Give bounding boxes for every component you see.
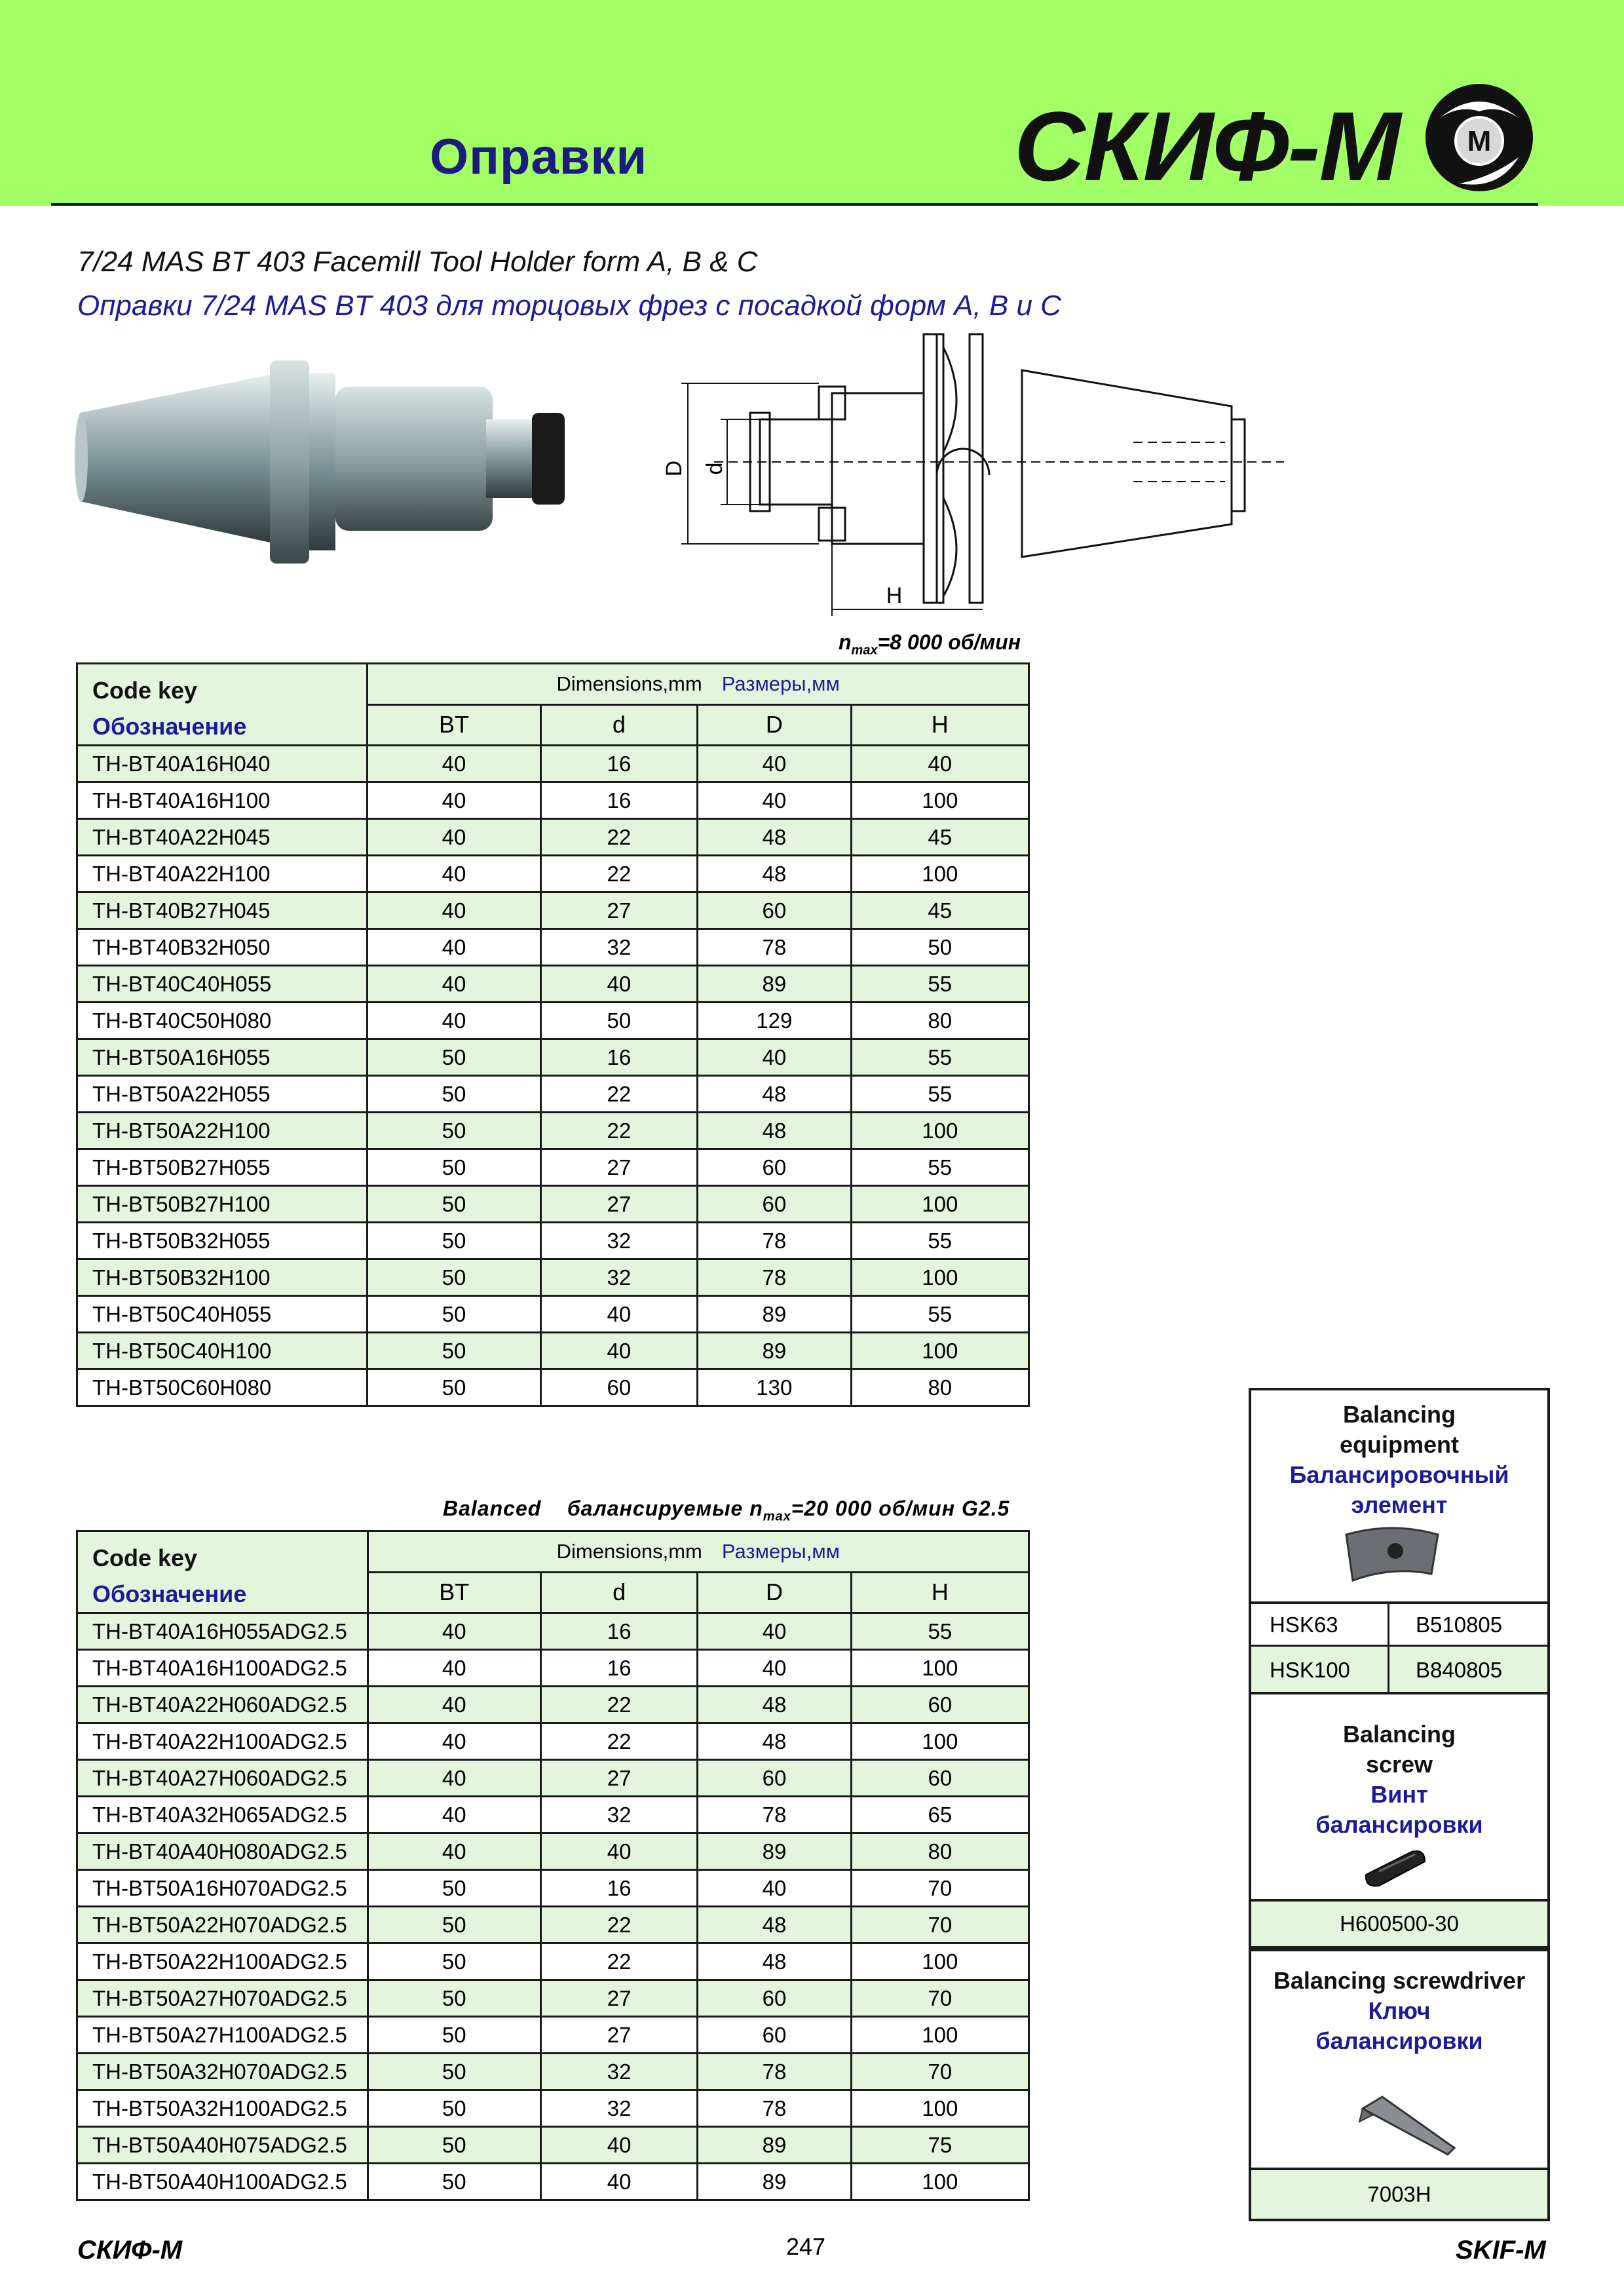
code-cell: TH-BT40B27H045 <box>77 892 368 929</box>
screw-code: H600500-30 <box>1251 1899 1547 1946</box>
d-small-cell: 27 <box>540 1149 697 1186</box>
code-cell: TH-BT50A16H055 <box>77 1039 368 1076</box>
code-cell: TH-BT50B32H100 <box>77 1259 368 1296</box>
logo-text: СКИФ-М <box>1014 91 1400 201</box>
h-cell: 55 <box>851 1223 1029 1259</box>
h-cell: 100 <box>851 856 1029 892</box>
code-cell: TH-BT40A22H060ADG2.5 <box>77 1687 368 1723</box>
d-large-cell: 130 <box>698 1369 852 1406</box>
d-small-cell: 32 <box>540 2054 697 2090</box>
bt-cell: 50 <box>368 1870 540 1907</box>
table-row <box>77 1369 1029 1406</box>
code-cell: TH-BT50A32H100ADG2.5 <box>77 2090 368 2127</box>
column-header-bt: BT <box>368 704 540 746</box>
subtitle-ru: Оправки 7/24 MAS BT 403 для торцовых фрез с посадкой форм A, B и C <box>77 290 1061 322</box>
table-row <box>77 1650 1029 1687</box>
table-row <box>77 782 1029 819</box>
page-title: Оправки <box>430 129 648 185</box>
h-cell: 55 <box>851 966 1029 1003</box>
table-row <box>77 1113 1029 1149</box>
balancing-screw-panel <box>1249 1692 1550 1949</box>
dimension-label-D: D <box>662 460 687 477</box>
h-cell: 55 <box>851 1613 1029 1650</box>
table-row <box>77 2127 1029 2164</box>
h-cell: 100 <box>851 1186 1029 1223</box>
code-cell: TH-BT50A32H070ADG2.5 <box>77 2054 368 2090</box>
code-cell: TH-BT40A16H100 <box>77 782 368 819</box>
d-small-cell: 16 <box>540 1039 697 1076</box>
code-cell: TH-BT50A27H070ADG2.5 <box>77 1980 368 2017</box>
technical-drawing <box>662 321 1304 622</box>
tool-holder-photo <box>73 347 578 570</box>
table-row <box>77 1076 1029 1113</box>
balancing-equipment-title: Balancing equipment Балансировочный элемент <box>1289 1401 1509 1518</box>
code-cell: TH-BT40A16H040 <box>77 746 368 782</box>
d-large-cell: 78 <box>698 929 852 966</box>
h-cell: 60 <box>851 1760 1029 1797</box>
h-cell: 70 <box>851 1980 1029 2017</box>
d-large-cell: 48 <box>698 1076 852 1113</box>
d-small-cell: 22 <box>540 1687 697 1723</box>
table-row <box>77 1223 1029 1259</box>
code-cell: TH-BT50C40H100 <box>77 1333 368 1369</box>
logo-emblem-icon <box>1420 79 1538 197</box>
table-row <box>77 1039 1029 1076</box>
bt-cell: 50 <box>368 1980 540 2017</box>
d-large-cell: 129 <box>698 1003 852 1039</box>
h-cell: 100 <box>851 2017 1029 2054</box>
d-small-cell: 16 <box>540 746 697 782</box>
column-header-d-large: D <box>698 1572 851 1613</box>
bt-cell: 40 <box>368 929 540 966</box>
code-cell: TH-BT50C60H080 <box>77 1369 368 1406</box>
d-large-cell: 78 <box>698 2054 851 2090</box>
table-row <box>77 2054 1029 2090</box>
d-small-cell: 16 <box>540 782 697 819</box>
footer-brand-en: SKIF-M <box>1456 2236 1546 2265</box>
d-small-cell: 40 <box>540 2164 697 2200</box>
code-cell: TH-BT40B32H050 <box>77 929 368 966</box>
set-screw-icon <box>1359 1845 1431 1891</box>
balancing-screwdriver-panel <box>1249 1949 1550 2221</box>
d-small-cell: 22 <box>540 1076 697 1113</box>
d-large-cell: 40 <box>698 1870 851 1907</box>
h-cell: 55 <box>851 1076 1029 1113</box>
table-row <box>77 1687 1029 1723</box>
bt-cell: 50 <box>368 2090 540 2127</box>
table-row <box>77 1259 1029 1296</box>
d-large-cell: 60 <box>698 892 852 929</box>
table-row <box>77 1760 1029 1797</box>
code-cell: TH-BT50A22H100 <box>77 1113 368 1149</box>
h-cell: 100 <box>851 1723 1029 1760</box>
d-large-cell: 40 <box>698 1613 851 1650</box>
d-small-cell: 27 <box>540 892 697 929</box>
code-cell: TH-BT40A22H100 <box>77 856 368 892</box>
table-row <box>77 929 1029 966</box>
h-cell: 55 <box>851 1149 1029 1186</box>
d-small-cell: 40 <box>540 2127 697 2164</box>
d-large-cell: 48 <box>698 1723 851 1760</box>
dimension-label-H: H <box>886 583 903 608</box>
screwdriver-code: 7003H <box>1251 2168 1547 2219</box>
code-cell: TH-BT40A27H060ADG2.5 <box>77 1760 368 1797</box>
table-row <box>77 856 1029 892</box>
code-cell: TH-BT50A40H075ADG2.5 <box>77 2127 368 2164</box>
table-row <box>77 2090 1029 2127</box>
code-cell: TH-BT50B27H055 <box>77 1149 368 1186</box>
d-large-cell: 48 <box>698 856 852 892</box>
header-divider <box>51 203 1538 206</box>
table-row <box>77 1723 1029 1760</box>
code-cell: TH-BT40A16H055ADG2.5 <box>77 1613 368 1650</box>
d-large-cell: 48 <box>698 819 852 856</box>
code-cell: TH-BT40A22H045 <box>77 819 368 856</box>
d-small-cell: 22 <box>540 1907 697 1943</box>
d-large-cell: 48 <box>698 1907 851 1943</box>
bt-cell: 40 <box>368 1650 540 1687</box>
bt-cell: 40 <box>368 1833 540 1870</box>
h-cell: 50 <box>851 929 1029 966</box>
bt-cell: 40 <box>368 1003 540 1039</box>
code-cell: TH-BT50A22H055 <box>77 1076 368 1113</box>
d-large-cell: 60 <box>698 1760 851 1797</box>
d-small-cell: 40 <box>540 1333 697 1369</box>
h-cell: 100 <box>851 1259 1029 1296</box>
d-large-cell: 89 <box>698 2127 851 2164</box>
bt-cell: 40 <box>368 1613 540 1650</box>
code-cell: TH-BT40A22H100ADG2.5 <box>77 1723 368 1760</box>
bt-cell: 40 <box>368 782 540 819</box>
d-small-cell: 22 <box>540 1723 697 1760</box>
h-cell: 100 <box>851 782 1029 819</box>
column-header-h: H <box>851 704 1029 746</box>
d-small-cell: 22 <box>540 819 697 856</box>
column-header-d-small: d <box>540 1572 697 1613</box>
d-large-cell: 78 <box>698 1797 851 1833</box>
bt-cell: 50 <box>368 1296 540 1333</box>
bt-cell: 40 <box>368 1723 540 1760</box>
dimensions-header: Dimensions,mm Размеры,мм <box>368 664 1029 705</box>
h-cell: 100 <box>851 1333 1029 1369</box>
d-small-cell: 60 <box>540 1369 697 1406</box>
h-cell: 100 <box>851 1113 1029 1149</box>
d-small-cell: 32 <box>540 1259 697 1296</box>
h-cell: 70 <box>851 1870 1029 1907</box>
bt-cell: 50 <box>368 1186 540 1223</box>
spec-table-balanced <box>76 1530 1030 2201</box>
balancing-screwdriver-title: Balancing screwdriver Ключ балансировки <box>1273 1967 1526 2054</box>
balancing-equipment-panel <box>1249 1388 1550 1653</box>
d-large-cell: 40 <box>698 746 852 782</box>
d-small-cell: 32 <box>540 1797 697 1833</box>
dimensions-header: Dimensions,mm Размеры,мм <box>368 1531 1029 1573</box>
d-small-cell: 40 <box>540 966 697 1003</box>
bt-cell: 50 <box>368 1259 540 1296</box>
d-small-cell: 32 <box>540 2090 697 2127</box>
table-row <box>77 1943 1029 1980</box>
column-header-h: H <box>851 1572 1029 1613</box>
bt-cell: 40 <box>368 1760 540 1797</box>
d-large-cell: 48 <box>698 1687 851 1723</box>
bt-cell: 50 <box>368 1223 540 1259</box>
balancing-screw-title: Balancing screw Винт балансировки <box>1315 1721 1483 1838</box>
h-cell: 75 <box>851 2127 1029 2164</box>
code-cell: TH-BT50A40H100ADG2.5 <box>77 2164 368 2200</box>
code-cell: TH-BT40A32H065ADG2.5 <box>77 1797 368 1833</box>
d-large-cell: 60 <box>698 1980 851 2017</box>
h-cell: 55 <box>851 1296 1029 1333</box>
d-small-cell: 22 <box>540 1113 697 1149</box>
d-small-cell: 50 <box>540 1003 697 1039</box>
spec-table-standard <box>76 662 1030 1407</box>
h-cell: 40 <box>851 746 1029 782</box>
bt-cell: 50 <box>368 1369 540 1406</box>
d-large-cell: 40 <box>698 782 852 819</box>
d-large-cell: 78 <box>698 2090 851 2127</box>
bt-cell: 50 <box>368 1113 540 1149</box>
table-row <box>77 1296 1029 1333</box>
bt-cell: 40 <box>368 746 540 782</box>
d-large-cell: 40 <box>698 1650 851 1687</box>
h-cell: 100 <box>851 2090 1029 2127</box>
code-key-header: Code key Обозначение <box>77 1531 368 1613</box>
bt-cell: 50 <box>368 2164 540 2200</box>
bt-cell: 50 <box>368 1149 540 1186</box>
bt-cell: 50 <box>368 2127 540 2164</box>
d-large-cell: 78 <box>698 1223 852 1259</box>
table-row <box>77 966 1029 1003</box>
bt-cell: 40 <box>368 856 540 892</box>
table-row <box>77 2164 1029 2200</box>
d-small-cell: 27 <box>540 1760 697 1797</box>
d-small-cell: 22 <box>540 856 697 892</box>
h-cell: 45 <box>851 892 1029 929</box>
footer-brand-ru: СКИФ-М <box>77 2236 183 2265</box>
code-cell: TH-BT40A16H100ADG2.5 <box>77 1650 368 1687</box>
table-row <box>77 1870 1029 1907</box>
equipment-row-hsk100: HSK100 B840805 <box>1249 1645 1550 1696</box>
column-header-d-large: D <box>698 704 852 746</box>
d-small-cell: 40 <box>540 1296 697 1333</box>
table-row <box>77 746 1029 782</box>
balanced-label: Balanced балансируемые $n_{max}=20$ 000 об/мин G2.5 <box>443 1497 1010 1524</box>
table-row <box>77 1333 1029 1369</box>
bt-cell: 50 <box>368 1907 540 1943</box>
bt-cell: 50 <box>368 2054 540 2090</box>
d-small-cell: 40 <box>540 1833 697 1870</box>
nmax-label: $n_{max}=8$ 000 об/мин <box>839 630 1021 658</box>
h-cell: 70 <box>851 2054 1029 2090</box>
h-cell: 80 <box>851 1833 1029 1870</box>
bt-cell: 50 <box>368 1076 540 1113</box>
bt-cell: 50 <box>368 2017 540 2054</box>
h-cell: 100 <box>851 2164 1029 2200</box>
d-small-cell: 22 <box>540 1943 697 1980</box>
table-row <box>77 1980 1029 2017</box>
d-small-cell: 32 <box>540 1223 697 1259</box>
code-cell: TH-BT40C40H055 <box>77 966 368 1003</box>
d-large-cell: 78 <box>698 1259 852 1296</box>
column-header-bt: BT <box>368 1572 540 1613</box>
code-cell: TH-BT40A40H080ADG2.5 <box>77 1833 368 1870</box>
d-large-cell: 48 <box>698 1943 851 1980</box>
table-row <box>77 1186 1029 1223</box>
d-large-cell: 60 <box>698 1149 852 1186</box>
d-small-cell: 27 <box>540 1980 697 2017</box>
d-large-cell: 89 <box>698 1296 852 1333</box>
h-cell: 100 <box>851 1650 1029 1687</box>
table-row <box>77 1797 1029 1833</box>
code-cell: TH-BT50B32H055 <box>77 1223 368 1259</box>
d-large-cell: 60 <box>698 2017 851 2054</box>
subtitle-en: 7/24 MAS BT 403 Facemill Tool Holder form A, B & C <box>77 246 758 278</box>
table-row <box>77 892 1029 929</box>
d-small-cell: 16 <box>540 1650 697 1687</box>
code-cell: TH-BT40C50H080 <box>77 1003 368 1039</box>
bt-cell: 50 <box>368 1333 540 1369</box>
bt-cell: 40 <box>368 892 540 929</box>
bt-cell: 50 <box>368 1039 540 1076</box>
code-cell: TH-BT50A22H100ADG2.5 <box>77 1943 368 1980</box>
d-large-cell: 40 <box>698 1039 852 1076</box>
code-cell: TH-BT50A22H070ADG2.5 <box>77 1907 368 1943</box>
d-small-cell: 16 <box>540 1613 697 1650</box>
d-large-cell: 60 <box>698 1186 852 1223</box>
dimension-label-d: d <box>702 462 727 475</box>
h-cell: 65 <box>851 1797 1029 1833</box>
h-cell: 80 <box>851 1369 1029 1406</box>
code-cell: TH-BT50C40H055 <box>77 1296 368 1333</box>
code-cell: TH-BT50B27H100 <box>77 1186 368 1223</box>
h-cell: 45 <box>851 819 1029 856</box>
balancing-weight-icon <box>1340 1521 1445 1587</box>
table-row <box>77 1833 1029 1870</box>
d-small-cell: 16 <box>540 1870 697 1907</box>
table-row <box>77 1613 1029 1650</box>
table-row <box>77 2017 1029 2054</box>
d-large-cell: 89 <box>698 1333 852 1369</box>
code-cell: TH-BT50A16H070ADG2.5 <box>77 1870 368 1907</box>
h-cell: 70 <box>851 1907 1029 1943</box>
d-large-cell: 89 <box>698 2164 851 2200</box>
column-header-d-small: d <box>540 704 697 746</box>
bt-cell: 40 <box>368 819 540 856</box>
table-row <box>77 1149 1029 1186</box>
h-cell: 60 <box>851 1687 1029 1723</box>
h-cell: 100 <box>851 1943 1029 1980</box>
table-row <box>77 819 1029 856</box>
bt-cell: 40 <box>368 1797 540 1833</box>
d-small-cell: 27 <box>540 1186 697 1223</box>
logo-badge-letter: М <box>1467 125 1492 157</box>
h-cell: 55 <box>851 1039 1029 1076</box>
d-large-cell: 89 <box>698 1833 851 1870</box>
table-row <box>77 1003 1029 1039</box>
d-large-cell: 89 <box>698 966 852 1003</box>
d-small-cell: 27 <box>540 2017 697 2054</box>
code-cell: TH-BT50A27H100ADG2.5 <box>77 2017 368 2054</box>
equipment-row-hsk63: HSK63 B510805 <box>1251 1601 1547 1646</box>
bt-cell: 40 <box>368 966 540 1003</box>
d-large-cell: 48 <box>698 1113 852 1149</box>
bt-cell: 40 <box>368 1687 540 1723</box>
table-row <box>77 1907 1029 1943</box>
hex-key-icon <box>1356 2089 1467 2161</box>
bt-cell: 50 <box>368 1943 540 1980</box>
brand-logo <box>1014 72 1538 203</box>
code-key-header: Code key Обозначение <box>77 664 368 746</box>
d-small-cell: 32 <box>540 929 697 966</box>
page-number: 247 <box>786 2233 826 2260</box>
h-cell: 80 <box>851 1003 1029 1039</box>
